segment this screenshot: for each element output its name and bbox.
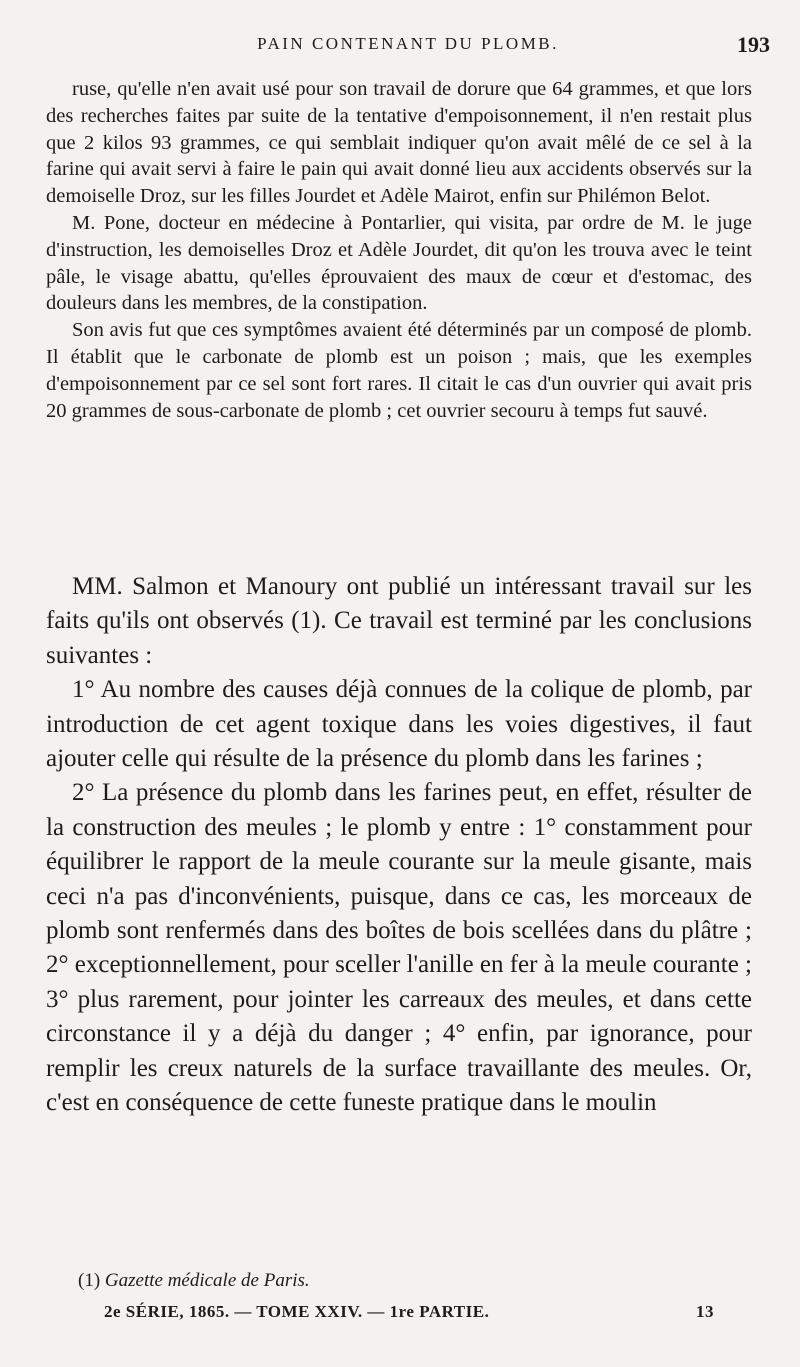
conclusion-item: 1° Au nombre des causes déjà connues de la colique de plomb, par introduction de cet agent toxique dans les voies digestives, il faut ajouter celle qui résulte de la présence du plomb dans les farines ; bbox=[46, 676, 752, 773]
footnote-mark: (1) bbox=[78, 1270, 101, 1291]
series-volume-info: 2e SÉRIE, 1865. — TOME XXIV. — 1re PARTIE. bbox=[104, 1302, 490, 1321]
paragraph: MM. Salmon et Manoury ont publié un intéressant travail sur les faits qu'ils ont observés (1). Ce travail est terminé par les conclusions suivantes : bbox=[46, 573, 752, 669]
paragraph: ruse, qu'elle n'en avait usé pour son travail de dorure que 64 grammes, et que lors des recherches faites par suite de la tentative d'empoisonnement, il n'en restait plus que 2 kilos 93 grammes, ce qui semblait indiquer qu'on avait mêlé de ce sel à la farine qui avait servi à faire le pain qui avait donné lieu aux accidents observés sur la demoiselle Droz, sur les filles Jourdet et Adèle Mairot, enfin sur Philémon Belot. bbox=[46, 78, 752, 208]
footnote bbox=[78, 1270, 310, 1292]
sheet-number: 13 bbox=[696, 1302, 714, 1321]
signature-line bbox=[104, 1302, 714, 1322]
small-print-section bbox=[46, 76, 752, 424]
main-text-section bbox=[46, 566, 752, 1121]
conclusion-item: 2° La présence du plomb dans les farines peut, en effet, résulter de la construction des meules ; le plomb y entre : 1° constamment pour équilibrer le rapport de la meule courante sur la meule gisante, mais ceci n'a pas d'inconvénients, puisque, dans ce cas, les morceaux de plomb sont renfermés dans des boîtes de bois scellées dans du plâtre ; 2° exceptionnellement, pour sceller l'anille en fer à la meule courante ; 3° plus rarement, pour jointer les carreaux des meules, et dans cette circonstance il y a déjà du danger ; 4° enfin, par ignorance, pour remplir les creux naturels de la surface travaillante des meules. Or, c'est en conséquence de cette funeste pratique dans le moulin bbox=[46, 779, 752, 1117]
running-title: PAIN CONTENANT DU PLOMB. bbox=[257, 34, 559, 53]
paragraph: Son avis fut que ces symptômes avaient été déterminés par un composé de plomb. Il établit que le carbonate de plomb est un poison ; mais, que les exemples d'empoisonnement par ce sel sont fort rares. Il citait le cas d'un ouvrier qui avait pris 20 grammes de sous-carbonate de plomb ; cet ouvrier secouru à temps fut sauvé. bbox=[46, 319, 752, 422]
paragraph: M. Pone, docteur en médecine à Pontarlier, qui visita, par ordre de M. le juge d'instruction, les demoiselles Droz et Adèle Jourdet, dit qu'on les trouva avec le teint pâle, le visage abattu, qu'elles éprouvaient des maux de cœur et d'estomac, des douleurs dans les membres, de la constipation. bbox=[46, 211, 752, 315]
page-header bbox=[46, 34, 770, 64]
footnote-text: Gazette médicale de Paris. bbox=[104, 1270, 310, 1291]
page-number: 193 bbox=[737, 32, 770, 57]
